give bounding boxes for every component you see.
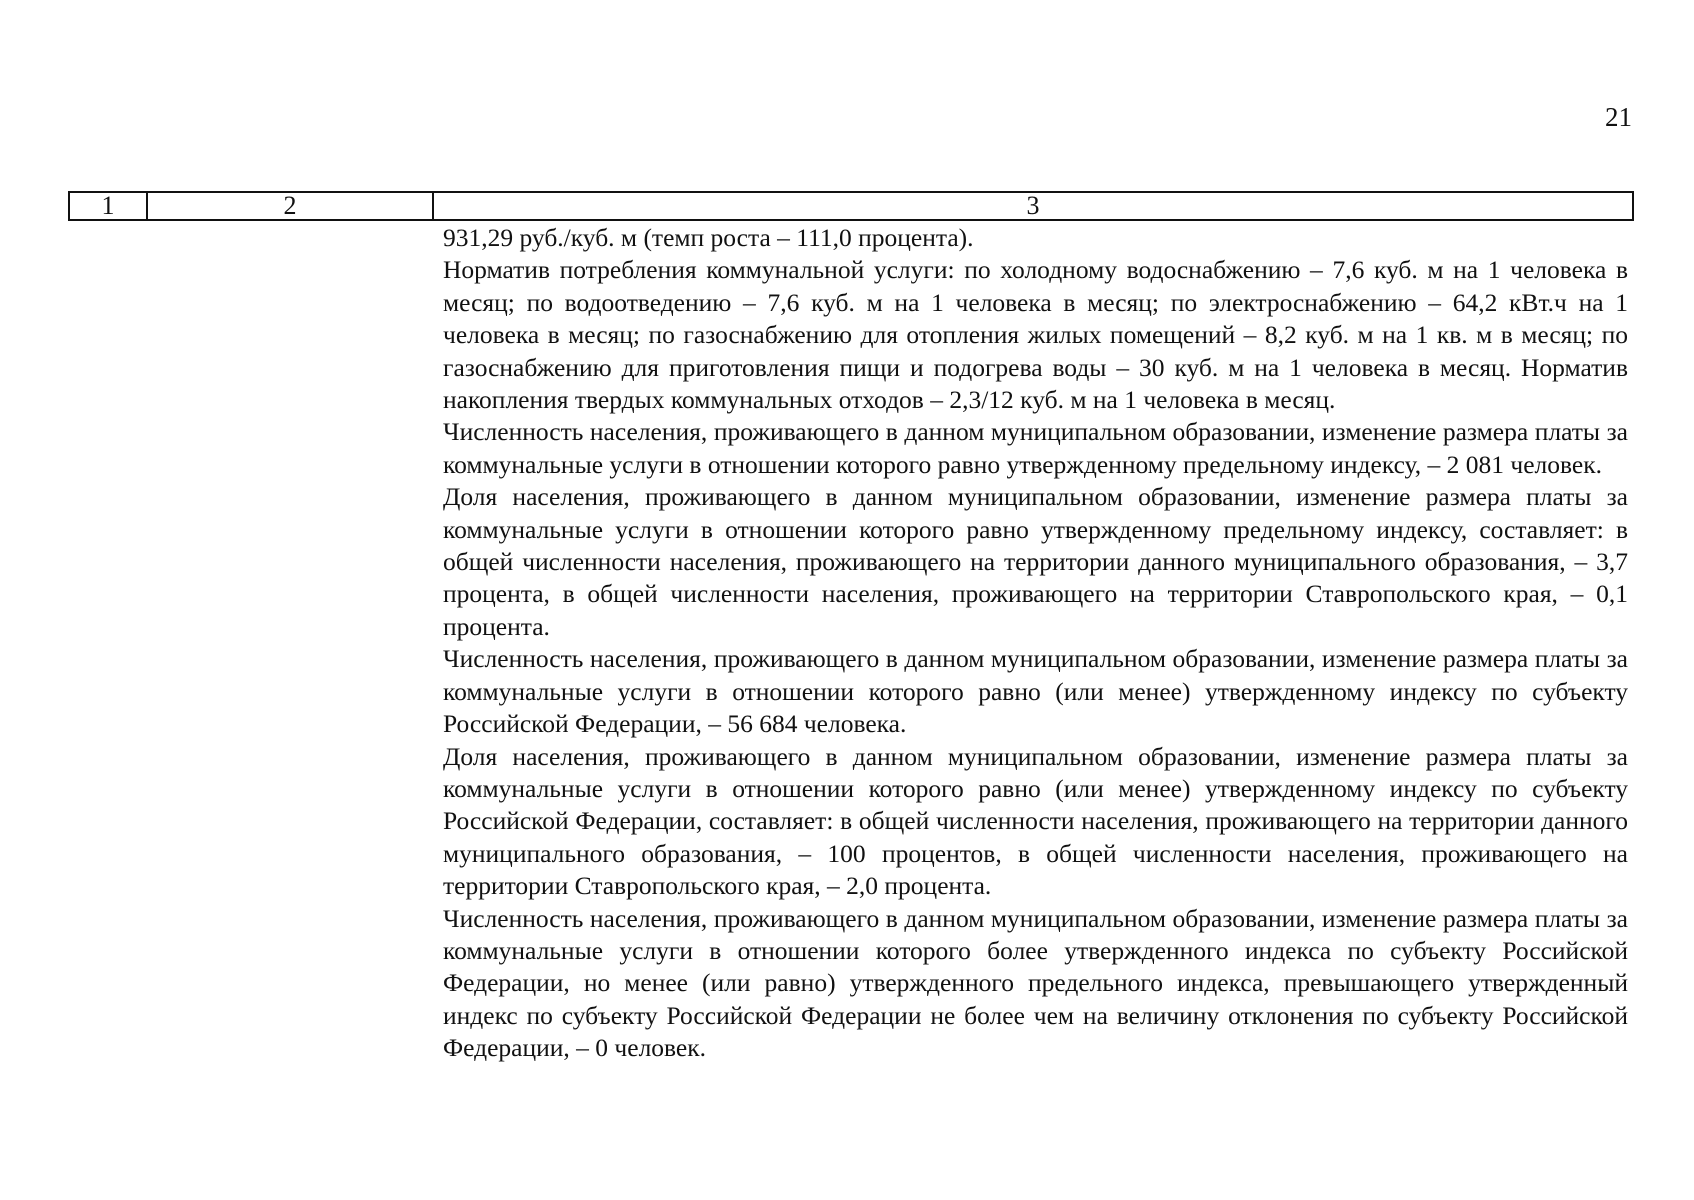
column-header-2: 2: [148, 193, 434, 219]
column-3-content: [443, 222, 1628, 1065]
paragraph-population-equal-limit: Численность населения, проживающего в данном муниципальном образовании, изменение размера платы за коммунальные услуги в отношении которого равно утвержденному предельному индексу, – 2 081 человек.: [443, 417, 1628, 479]
paragraph-consumption-norms: Норматив потребления коммунальной услуги: по холодному водоснабжению – 7,6 куб. м на 1 человека в месяц; по водоотведению – 7,6 куб. м на 1 человека в месяц; по электроснабжению – 64,2 кВт.ч на 1 человека в месяц; по газоснабжению для отопления жилых помещений – 8,2 куб. м на 1 кв. м в месяц; по газоснабжению для приготовления пищи и подогрева воды – 30 куб. м на 1 человека в месяц. Норматив накопления твердых коммунальных отходов – 2,3/12 куб. м на 1 человека в месяц.: [443, 255, 1628, 415]
paragraph-population-above-index: Численность населения, проживающего в данном муниципальном образовании, изменение размера платы за коммунальные услуги в отношении которого более утвержденного индекса по субъекту Российской Федерации, но менее (или равно) утвержденного предельного индекса, превышающего утвержденный индекс по субъекту Российской Федерации не более чем на величину отклонения по субъекту Российской Федерации, – 0 человек.: [443, 903, 1628, 1063]
column-header-row: [68, 191, 1634, 221]
column-header-3: 3: [1026, 191, 1040, 220]
paragraph-tariff: 931,29 руб./куб. м (темп роста – 111,0 процента).: [443, 223, 974, 252]
column-header-1: 1: [70, 193, 148, 219]
paragraph-share-regional-index: Доля населения, проживающего в данном муниципальном образовании, изменение размера платы за коммунальные услуги в отношении которого равно (или менее) утвержденному индексу по субъекту Российской Федерации, составляет: в общей численности населения, проживающего на территории данного муниципального образования, – 100 процентов, в общей численности населения, проживающего на территории Ставропольского края, – 2,0 процента.: [443, 741, 1628, 901]
paragraph-share-equal-limit: Доля населения, проживающего в данном муниципальном образовании, изменение размера платы за коммунальные услуги в отношении которого равно утвержденному предельному индексу, составляет: в общей численности населения, проживающего на территории данного муниципального образования, – 3,7 процента, в общей численности населения, проживающего на территории Ставропольского края, – 0,1 процента.: [443, 482, 1628, 641]
paragraph-population-regional-index: Численность населения, проживающего в данном муниципальном образовании, изменение размера платы за коммунальные услуги в отношении которого равно (или менее) утвержденному индексу по субъекту Российской Федерации, – 56 684 человека.: [443, 644, 1628, 739]
page-number: 21: [1605, 102, 1632, 132]
